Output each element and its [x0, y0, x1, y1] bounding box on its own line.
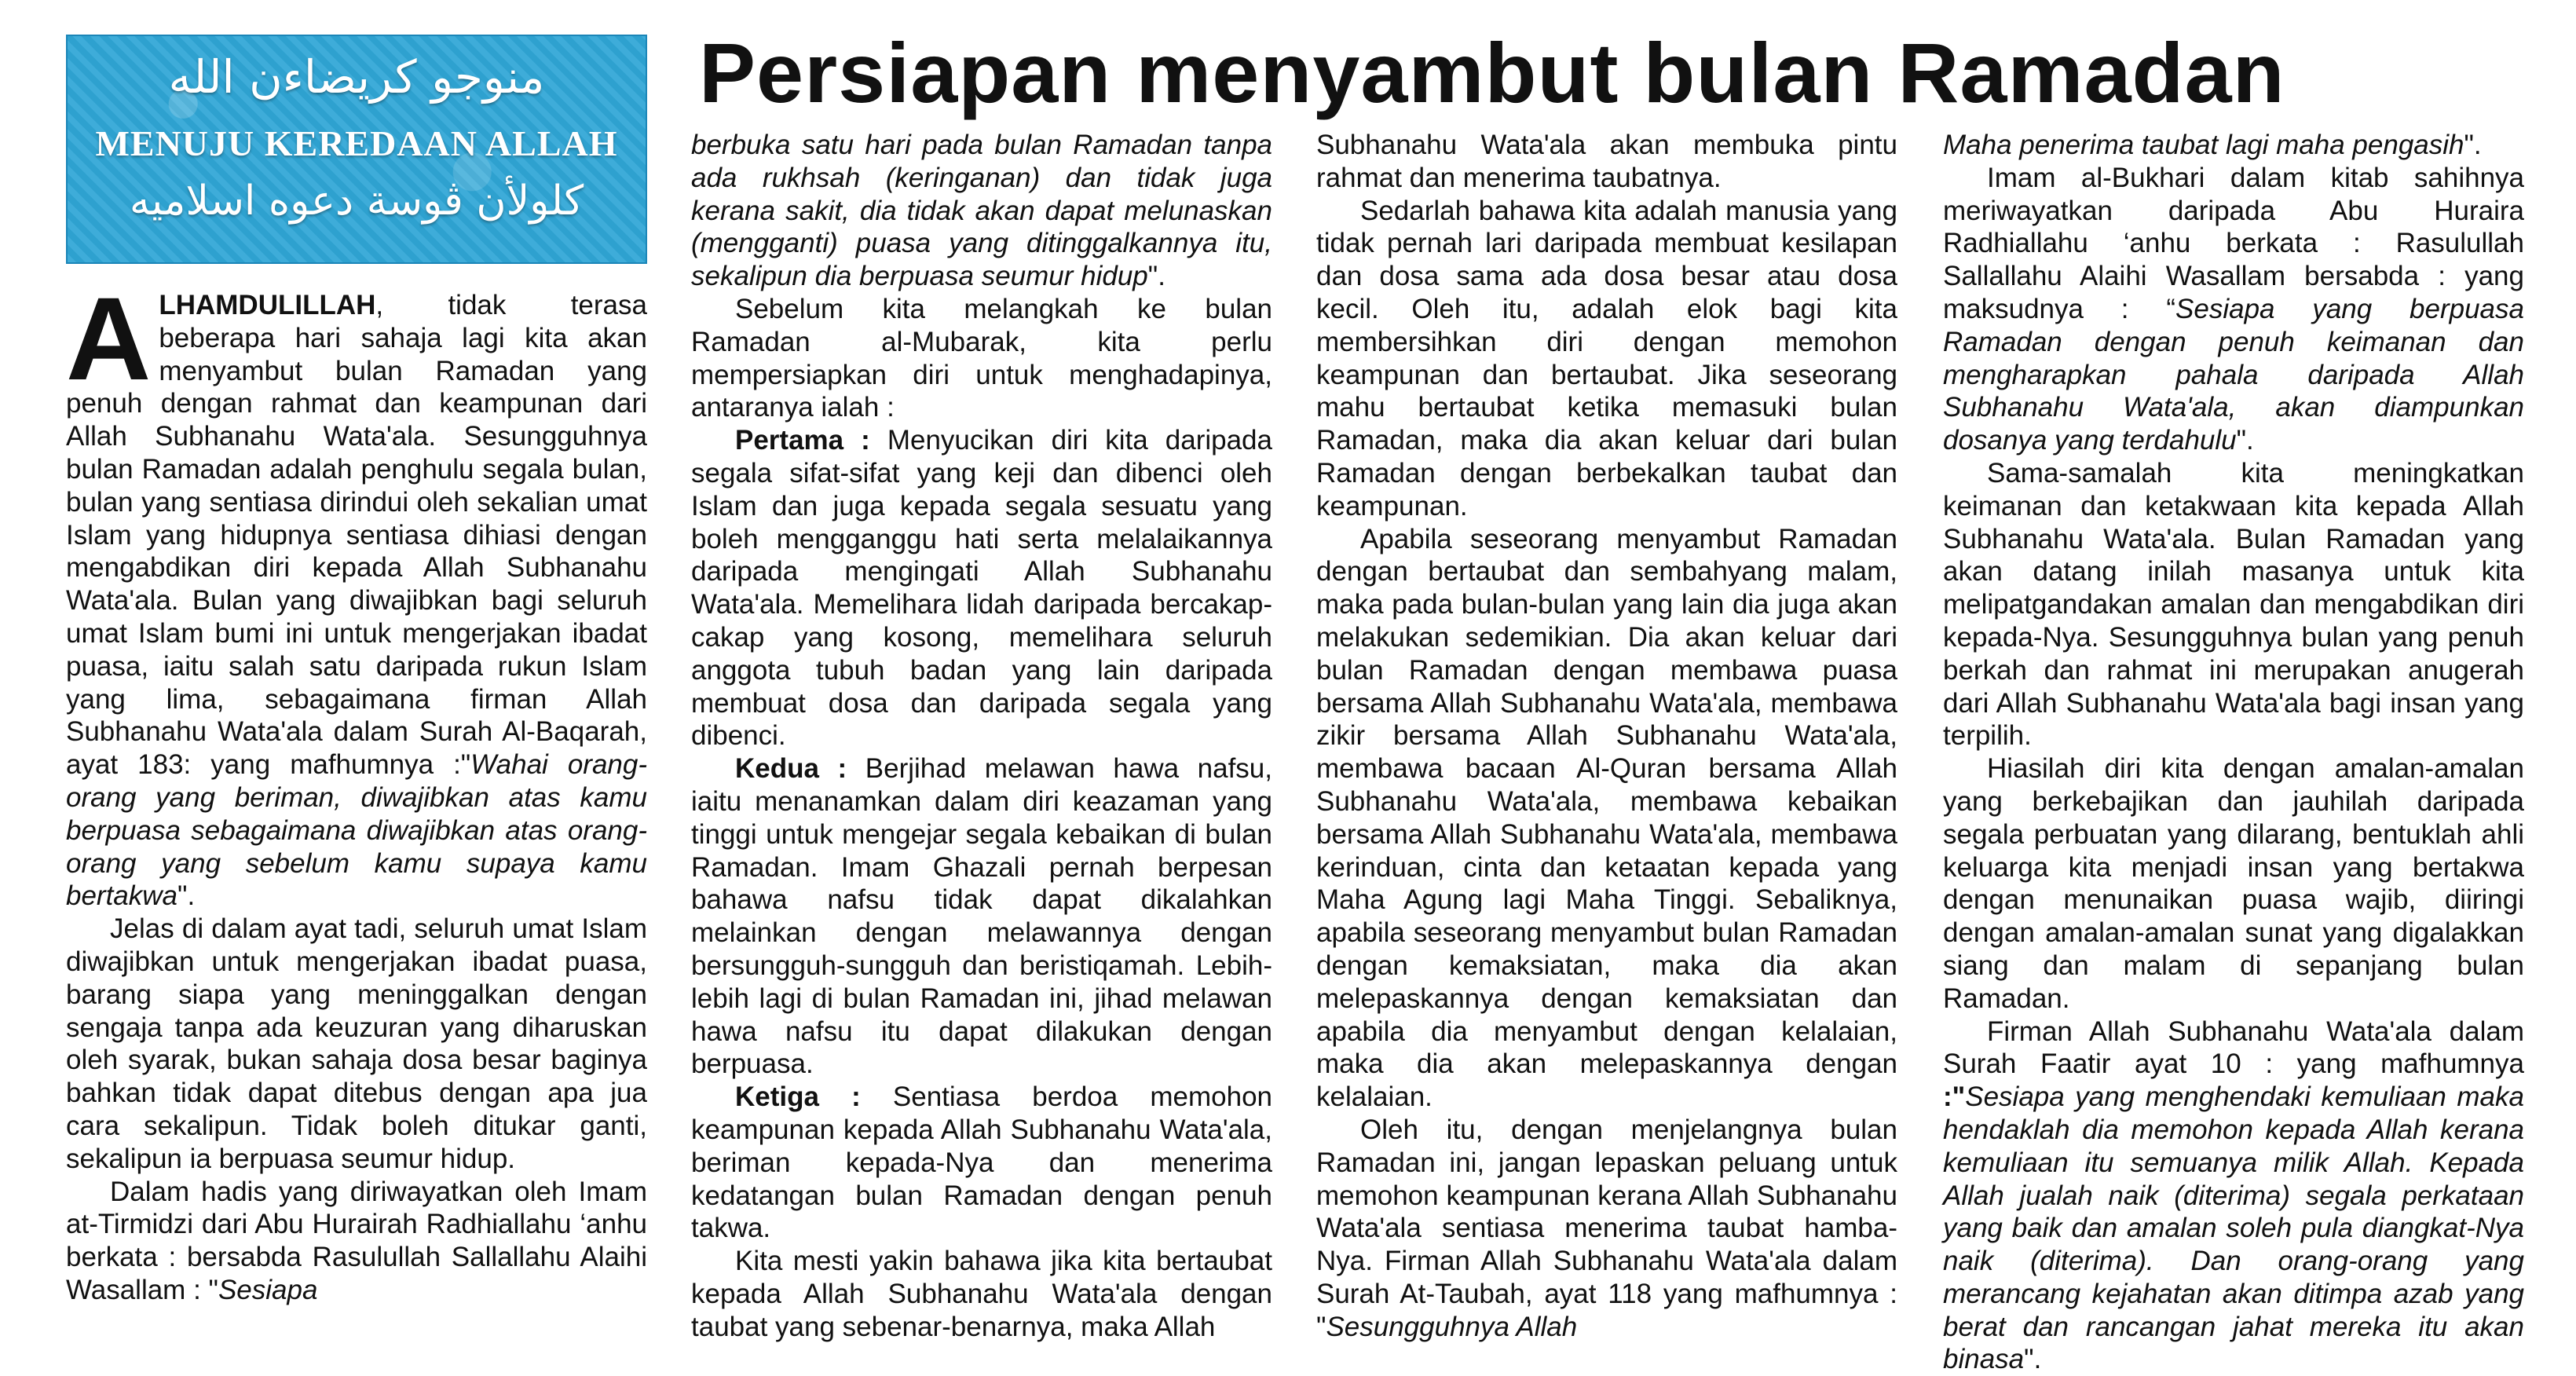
paragraph: [1943, 1016, 2524, 1376]
paragraph-text: ".: [177, 880, 196, 912]
paragraph: [1943, 162, 2524, 457]
paragraph: [691, 1081, 1272, 1245]
point-label: Ketiga :: [735, 1081, 861, 1113]
paragraph: Sama-samalah kita meningkatkan keimanan dan ketakwaan kita kepada Allah Subhanahu Wata'ala. Bulan Ramadan yang akan datang inilah masanya untuk kita melipatgandakan amalan dan mengabdikan diri kepada-Nya. Sesungguhnya bulan yang penuh berkah dan rahmat ini merupakan anugerah dari Allah Subhanahu Wata'ala bagi insan yang terpilih.: [1943, 457, 2524, 752]
paragraph-text: ".: [2236, 425, 2254, 456]
paragraph: [1943, 129, 2524, 162]
paragraph: Subhanahu Wata'ala akan membuka pintu rahmat dan menerima taubatnya.: [1316, 130, 1897, 193]
paragraph: [691, 752, 1272, 1081]
paragraph: Sebelum kita melangkah ke bulan Ramadan al-Mubarak, kita perlu mempersiapkan diri untuk menghadapinya, antaranya ialah :: [691, 293, 1272, 423]
paragraph-text: , tidak terasa beberapa hari sahaja lagi kita akan menyambut bulan Ramadan yang penuh dengan rahmat dan keampunan dari Allah Subhanahu Wata'ala. Sesungguhnya bulan Ramadan adalah penghulu segala bulan, bulan yang sentiasa dirindui oleh sekalian umat Islam yang hidupnya sentiasa dihiasi dengan mengabdikan diri kepada Allah Subhanahu Wata'ala. Bulan yang diwajibkan bagi seluruh umat Islam bumi ini untuk mengerjakan ibadat puasa, iaitu salah satu daripada rukun Islam yang lima, sebagaimana firman Allah Subhanahu Wata'ala dalam Surah Al-Baqarah, ayat 183: yang mafhumnya :": [66, 290, 647, 781]
paragraph: [691, 129, 1272, 293]
lead-word: LHAMDULILLAH: [159, 290, 376, 320]
paragraph: Hiasilah diri kita dengan amalan-amalan yang berkebajikan dan jauhilah daripada segala perbuatan yang dilarang, bentuklah ahli keluarga kita menjadi insan yang bertakwa dengan menunaikan puasa wajib, diiringi dengan amalan-amalan sunat yang digalakkan siang dan malam di sepanjang bulan Ramadan.: [1943, 753, 2524, 1014]
paragraph-text: Firman Allah Subhanahu Wata'ala dalam Surah Faatir ayat 10 : yang mafhumnya: [1943, 1016, 2524, 1080]
paragraph: Apabila seseorang menyambut Ramadan dengan bertaubat dan sembahyang malam, maka pada bulan-bulan yang lain dia juga akan melakukan sedemikian. Dia akan keluar dari bulan Ramadan dengan membawa puasa bersama Allah Subhanahu Wata'ala, membawa zikir bersama Allah Subhanahu Wata'ala, membawa bacaan Al-Quran bersama Allah Subhanahu Wata'ala, membawa kebaikan bersama Allah Subhanahu Wata'ala, membawa kerinduan, cinta dan ketaatan kepada yang Maha Agung lagi Maha Tinggi. Sebaliknya, apabila seseorang menyambut bulan Ramadan dengan kemaksiatan, maka dia akan melepaskannya dengan kemaksiatan dan apabila dia menyambut dengan kelalaian, maka dia akan melepaskannya dengan kelalaian.: [1316, 523, 1897, 1113]
paragraph-text: Imam al-Bukhari dalam kitab sahihnya meriwayatkan daripada Abu Huraira Radhiallahu ‘anhu berkata : Rasulullah Sallallahu Alaihi Wasallam bersabda : yang maksudnya : “: [1943, 162, 2524, 324]
paragraph: [1316, 1114, 1897, 1344]
paragraph-text: ".: [2464, 130, 2482, 160]
point-label: Pertama :: [735, 425, 870, 456]
paragraph-text: Menyucikan diri kita daripada segala sifat-sifat yang keji dan dibenci oleh Islam dan juga kepada segala sesuatu yang boleh mengganggu hati serta melalaikannya daripada mengingati Allah Subhanahu Wata'ala. Memelihara lidah daripada bercakap-cakap yang kosong, memelihara seluruh anggota tubuh badan yang lain daripada membuat dosa dan daripada segala yang dibenci.: [691, 425, 1272, 752]
paragraph: [691, 424, 1272, 752]
banner-jawi-subtitle: كلولأن ڤوسة دعوه اسلاميه: [129, 177, 584, 225]
quote-text: Sesiapa yang berpuasa Ramadan dengan penuh keimanan dan mengharapkan pahala daripada Allah Subhanahu Wata'ala, akan diampunkan dosanya yang terdahulu: [1943, 293, 2524, 456]
quote-text: Maha penerima taubat lagi maha pengasih: [1943, 130, 2464, 160]
article-column-2: [691, 129, 1272, 1343]
column-banner: [66, 35, 647, 264]
paragraph: [66, 1176, 647, 1307]
paragraph-text: ".: [1147, 261, 1165, 292]
quote-mark: :": [1943, 1081, 1966, 1113]
paragraph: [66, 273, 647, 913]
article-column-4: [1943, 129, 2524, 1376]
quote-text: Sesiapa: [218, 1274, 318, 1305]
drop-cap: A: [66, 273, 152, 404]
article-headline: Persiapan menyambut bulan Ramadan: [699, 25, 2285, 120]
point-label: Kedua :: [735, 753, 847, 785]
paragraph-text: Sentiasa berdoa memohon keampunan kepada Allah Subhanahu Wata'ala, beriman kepada-Nya dan menerima kedatangan bulan Ramadan dengan penuh takwa.: [691, 1081, 1272, 1244]
banner-title: MENUJU KEREDAAN ALLAH: [95, 123, 618, 163]
paragraph-text: Dalam hadis yang diriwayatkan oleh Imam at-Tirmidzi dari Abu Hurairah Radhiallahu ‘anhu berkata : bersabda Rasulullah Sallallahu Alaihi Wasallam : ": [66, 1176, 647, 1305]
paragraph-text: Oleh itu, dengan menjelangnya bulan Ramadan ini, jangan lepaskan peluang untuk memohon keampunan kerana Allah Subhanahu Wata'ala sentiasa menerima taubat hamba-Nya. Firman Allah Subhanahu Wata'ala dalam Surah At-Taubah, ayat 118 yang mafhumnya : ": [1316, 1114, 1897, 1342]
paragraph: Jelas di dalam ayat tadi, seluruh umat Islam diwajibkan untuk mengerjakan ibadat puasa, barang siapa yang meninggalkan dengan sengaja tanpa ada keuzuran yang diharuskan oleh syarak, bukan sahaja dosa besar baginya bahkan tidak dapat ditebus dengan apa jua cara sekalipun. Tidak boleh ditukar ganti, sekalipun ia berpuasa seumur hidup.: [66, 913, 647, 1174]
paragraph: Sedarlah bahawa kita adalah manusia yang tidak pernah lari daripada membuat kesilapan dan dosa sama ada dosa besar atau dosa kecil. Oleh itu, adalah elok bagi kita membersihkan diri dengan memohon keampunan dan bertaubat. Jika seseorang mahu bertaubat ketika memasuki bulan Ramadan, maka dia akan keluar dari bulan Ramadan dengan berbekalkan taubat dan keampunan.: [1316, 195, 1897, 521]
quote-text: Sesungguhnya Allah: [1326, 1311, 1578, 1342]
quote-text: berbuka satu hari pada bulan Ramadan tanpa ada rukhsah (keringanan) dan tidak juga kerana sakit, dia tidak akan dapat melunaskan (mengganti) puasa yang ditinggalkannya itu, sekalipun dia berpuasa seumur hidup: [691, 130, 1272, 292]
paragraph-text: Berjihad melawan hawa nafsu, iaitu menanamkan dalam diri keazaman yang tinggi untuk mengejar segala kebaikan di bulan Ramadan. Imam Ghazali pernah berpesan bahawa nafsu tidak dapat dikalahkan melainkan dengan melawannya dengan bersungguh-sungguh dan beristiqamah. Lebih-lebih lagi di bulan Ramadan ini, jihad melawan hawa nafsu itu dapat dilakukan dengan berpuasa.: [691, 753, 1272, 1080]
quote-text: Wahai orang-orang yang beriman, diwajibkan atas kamu berpuasa sebagaimana diwajibkan atas orang-orang yang sebelum kamu supaya kamu bertakwa: [66, 749, 647, 912]
paragraph: Kita mesti yakin bahawa jika kita bertaubat kepada Allah Subhanahu Wata'ala dengan taubat yang sebenar-benarnya, maka Allah: [691, 1246, 1272, 1342]
quote-text: Sesiapa yang menghendaki kemuliaan maka hendaklah dia memohon kepada Allah kerana kemuliaan itu semuanya milik Allah. Kepada Allah jualah naik (diterima) segala perkataan yang baik dan amalan soleh pula diangkat-Nya naik (diterima). Dan orang-orang yang merancang kejahatan akan ditimpa azab yang berat dan rancangan jahat mereka itu akan binasa: [1943, 1081, 2524, 1375]
paragraph-text: ".: [2024, 1344, 2042, 1375]
banner-jawi-title: منوجو كريضاءن الله: [168, 50, 545, 104]
article-column-1: [66, 273, 647, 1307]
article-column-3: [1316, 129, 1897, 1343]
